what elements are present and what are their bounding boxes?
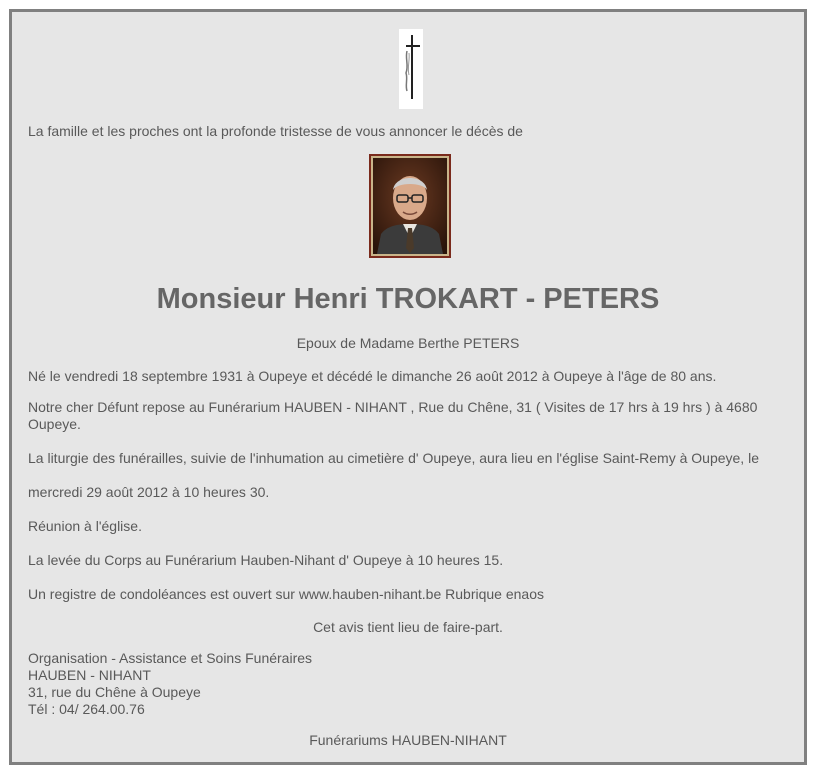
notice-text: Cet avis tient lieu de faire-part. bbox=[313, 619, 503, 635]
organisation-line-4: Tél : 04/ 264.00.76 bbox=[28, 701, 145, 717]
portrait-svg bbox=[373, 158, 447, 254]
cross-svg bbox=[399, 29, 423, 109]
intro-text: La famille et les proches ont la profonde tristesse de vous annoncer le décès de bbox=[28, 123, 523, 139]
register-text: Un registre de condoléances est ouvert sur www.hauben-nihant.be Rubrique enaos bbox=[28, 586, 544, 602]
organisation-block bbox=[28, 650, 788, 718]
organisation-line-3: 31, rue du Chêne à Oupeye bbox=[28, 684, 201, 700]
spouse-text: Epoux de Madame Berthe PETERS bbox=[296, 335, 520, 351]
organisation-line-2: HAUBEN - NIHANT bbox=[28, 667, 151, 683]
levee-text: La levée du Corps au Funérarium Hauben-Nihant d' Oupeye à 10 heures 15. bbox=[28, 552, 504, 568]
birth-death-text: Né le vendredi 18 septembre 1931 à Oupeye et décédé le dimanche 26 août 2012 à Oupeye à l'âge de 80 ans. bbox=[28, 368, 717, 384]
organisation-line-1: Organisation - Assistance et Soins Funéraires bbox=[28, 650, 313, 666]
cross-icon bbox=[399, 29, 423, 109]
portrait-photo bbox=[369, 154, 451, 258]
reposes-text: Notre cher Défunt repose au Funérarium HAUBEN - NIHANT , Rue du Chêne, 31 ( Visites de 17 hrs à 19 hrs ) à 4680 Oupeye. bbox=[28, 399, 758, 432]
liturgy-text-2: mercredi 29 août 2012 à 10 heures 30. bbox=[28, 484, 270, 500]
deceased-name: Monsieur Henri TROKART - PETERS bbox=[156, 283, 660, 315]
footer-text: Funérariums HAUBEN-NIHANT bbox=[309, 732, 507, 748]
obituary-card bbox=[9, 9, 807, 765]
meeting-text: Réunion à l'église. bbox=[28, 518, 142, 534]
liturgy-text-1: La liturgie des funérailles, suivie de l'inhumation au cimetière d' Oupeye, aura lieu en l'église Saint-Remy à Oupeye, le bbox=[28, 450, 759, 466]
